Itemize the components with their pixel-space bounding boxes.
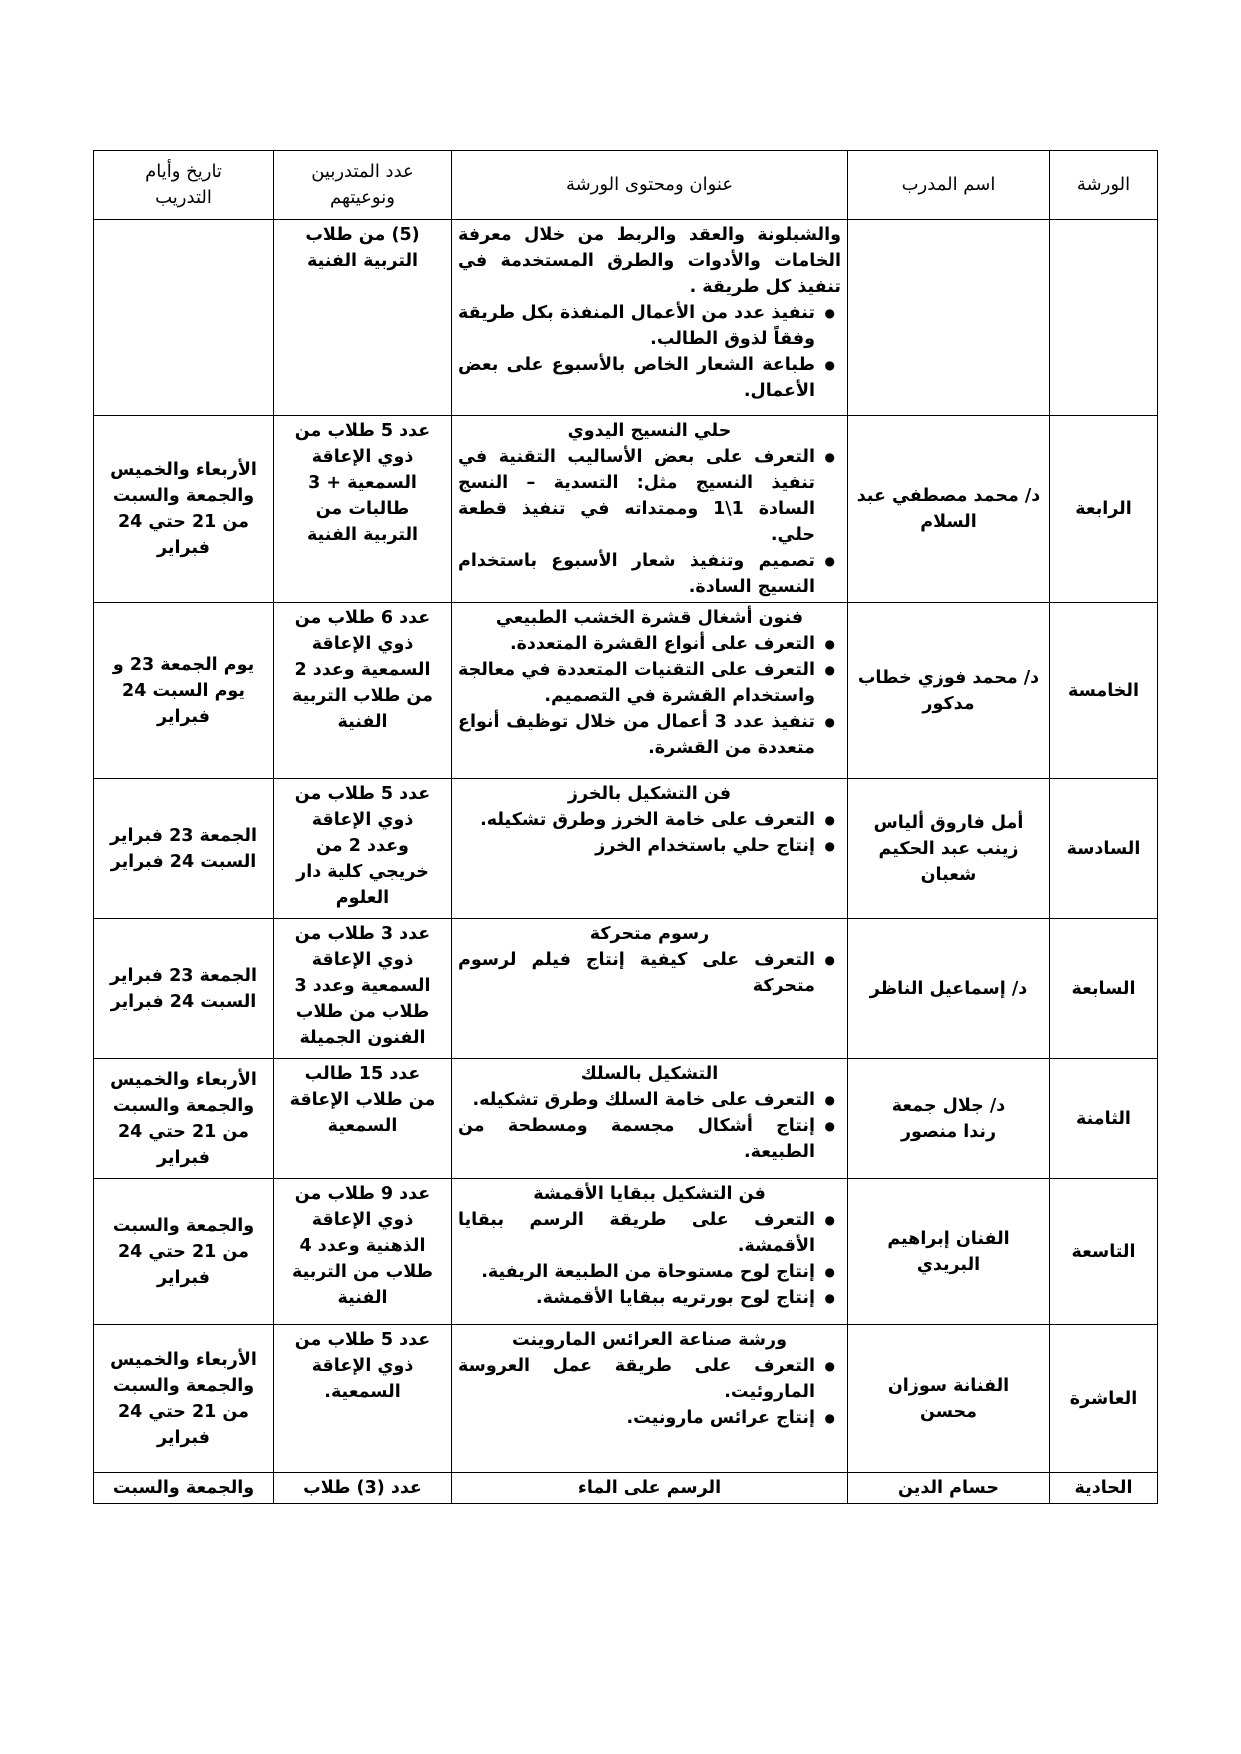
trainee-count-cell: (5) من طلاب التربية الفنية — [274, 220, 452, 416]
workshop-title: فن التشكيل ببقايا الأقمشة — [533, 1184, 766, 1204]
dates-cell: الجمعة 23 فبراير السبت 24 فبراير — [94, 919, 274, 1059]
table-row — [94, 603, 1158, 779]
content-cell — [452, 603, 848, 779]
content-bullet: ● التعرف على طريقة عمل العروسة الماروئيت. — [458, 1353, 815, 1405]
content-bullet: ● إنتاج لوح مستوحاة من الطبيعة الريفية. — [458, 1259, 815, 1285]
header-row — [94, 151, 1158, 220]
content-cell — [452, 1179, 848, 1325]
header-workshop: الورشة — [1050, 151, 1158, 220]
workshop-cell: التاسعة — [1050, 1179, 1158, 1325]
table-row — [94, 1179, 1158, 1325]
content-bullet-list — [458, 631, 841, 761]
workshop-title: التشكيل بالسلك — [580, 1064, 719, 1084]
trainer-cell: د/ محمد مصطفي عبد السلام — [848, 416, 1050, 603]
trainee-count-cell: عدد 9 طلاب من ذوي الإعاقة الذهنية وعدد 4 طلاب من التربية الفنية — [274, 1179, 452, 1325]
content-cell — [452, 919, 848, 1059]
trainee-count-cell: عدد 5 طلاب من ذوي الإعاقة السمعية. — [274, 1325, 452, 1473]
table-row — [94, 220, 1158, 416]
table-row — [94, 779, 1158, 919]
content-bullet: ● تنفيذ عدد 3 أعمال من خلال توظيف أنواع متعددة من القشرة. — [458, 709, 815, 761]
content-cell — [452, 1059, 848, 1179]
dates-cell: الأربعاء والخميس والجمعة والسبت من 21 حتي 24 فبراير — [94, 416, 274, 603]
trainer-cell: حسام الدين — [848, 1473, 1050, 1504]
workshop-cell: العاشرة — [1050, 1325, 1158, 1473]
dates-cell — [94, 220, 274, 416]
workshop-title: رسوم متحركة — [589, 924, 710, 944]
trainer-cell — [848, 220, 1050, 416]
content-bullet-list — [458, 1207, 841, 1311]
trainer-cell: أمل فاروق ألياس زينب عبد الحكيم شعبان — [848, 779, 1050, 919]
content-bullet-list — [458, 444, 841, 600]
content-cell — [452, 779, 848, 919]
workshop-cell: السادسة — [1050, 779, 1158, 919]
content-cell — [452, 1473, 848, 1504]
content-cell — [452, 1325, 848, 1473]
table-row — [94, 416, 1158, 603]
workshop-title: فن التشكيل بالخرز — [567, 784, 732, 804]
header-content: عنوان ومحتوى الورشة — [452, 151, 848, 220]
header-trainer: اسم المدرب — [848, 151, 1050, 220]
content-bullet-list — [458, 1087, 841, 1165]
table-row — [94, 1473, 1158, 1504]
header-dates: تاريخ وأيام التدريب — [94, 151, 274, 220]
content-bullet: ● إنتاج عرائس مارونيت. — [458, 1405, 815, 1431]
content-bullet: ● التعرف على بعض الأساليب التقنية في تنفيذ النسيج مثل: التسدية – النسج السادة 1\1 وممتداته في تنفيذ قطعة حلي. — [458, 444, 815, 548]
dates-cell: الجمعة 23 فبراير السبت 24 فبراير — [94, 779, 274, 919]
content-bullet: ● إنتاج أشكال مجسمة ومسطحة من الطبيعة. — [458, 1113, 815, 1165]
content-bullet: ● إنتاج لوح بورتريه ببقايا الأقمشة. — [458, 1285, 815, 1311]
trainer-cell: الفنان إبراهيم البريدي — [848, 1179, 1050, 1325]
content-bullet: ● التعرف على طريقة الرسم ببقايا الأقمشة. — [458, 1207, 815, 1259]
content-bullet: ● التعرف على أنواع القشرة المتعددة. — [458, 631, 815, 657]
workshop-title: فنون أشغال قشرة الخشب الطبيعي — [495, 608, 804, 628]
dates-cell: الأربعاء والخميس والجمعة والسبت من 21 حتي 24 فبراير — [94, 1325, 274, 1473]
trainer-cell: د/ إسماعيل الناظر — [848, 919, 1050, 1059]
table-row — [94, 1325, 1158, 1473]
trainee-count-cell: عدد 15 طالب من طلاب الإعاقة السمعية — [274, 1059, 452, 1179]
dates-cell: الأربعاء والخميس والجمعة والسبت من 21 حتي 24 فبراير — [94, 1059, 274, 1179]
trainee-count-cell: عدد 3 طلاب من ذوي الإعاقة السمعية وعدد 3 طلاب من طلاب الفنون الجميلة — [274, 919, 452, 1059]
workshop-cell — [1050, 220, 1158, 416]
workshop-title: ورشة صناعة العرائس الماروينت — [512, 1330, 787, 1350]
content-cell — [452, 416, 848, 603]
workshops-table — [93, 150, 1158, 1504]
content-bullet-list — [458, 1353, 841, 1431]
content-bullet: ● التعرف على التقنيات المتعددة في معالجة واستخدام القشرة في التصميم. — [458, 657, 815, 709]
trainer-cell: الفنانة سوزان محسن — [848, 1325, 1050, 1473]
table-row — [94, 919, 1158, 1059]
dates-cell: والجمعة والسبت — [94, 1473, 274, 1504]
content-bullet: ● تصميم وتنفيذ شعار الأسبوع باستخدام النسيج السادة. — [458, 548, 815, 600]
trainer-cell: د/ محمد فوزي خطاب مدكور — [848, 603, 1050, 779]
content-bullet: ● إنتاج حلي باستخدام الخرز — [458, 833, 815, 859]
dates-cell: والجمعة والسبت من 21 حتي 24 فبراير — [94, 1179, 274, 1325]
workshop-cell: الثامنة — [1050, 1059, 1158, 1179]
workshop-cell: السابعة — [1050, 919, 1158, 1059]
content-bullet-list — [458, 300, 841, 404]
content-bullet: ● تنفيذ عدد من الأعمال المنفذة بكل طريقة وفقاً لذوق الطالب. — [458, 300, 815, 352]
table-row — [94, 1059, 1158, 1179]
trainee-count-cell: عدد 6 طلاب من ذوي الإعاقة السمعية وعدد 2 من طلاب التربية الفنية — [274, 603, 452, 779]
header-trainee-count: عدد المتدربين ونوعيتهم — [274, 151, 452, 220]
table-body — [94, 220, 1158, 1504]
trainer-cell: د/ جلال جمعة رندا منصور — [848, 1059, 1050, 1179]
content-bullet: ● التعرف على كيفية إنتاج فيلم لرسوم متحركة — [458, 947, 815, 999]
trainee-count-cell: عدد 5 طلاب من ذوي الإعاقة وعدد 2 من خريجي كلية دار العلوم — [274, 779, 452, 919]
content-bullet-list — [458, 947, 841, 999]
trainee-count-cell: عدد 5 طلاب من ذوي الإعاقة السمعية + 3 طالبات من التربية الفنية — [274, 416, 452, 603]
dates-cell: يوم الجمعة 23 و يوم السبت 24 فبراير — [94, 603, 274, 779]
workshop-title: الرسم على الماء — [577, 1478, 722, 1498]
content-bullet: ● التعرف على خامة الخرز وطرق تشكيله. — [458, 807, 815, 833]
workshop-cell: الحادية — [1050, 1473, 1158, 1504]
content-bullet: ● التعرف على خامة السلك وطرق تشكيله. — [458, 1087, 815, 1113]
content-bullet: ● طباعة الشعار الخاص بالأسبوع على بعض الأعمال. — [458, 352, 815, 404]
trainee-count-cell: عدد (3) طلاب — [274, 1473, 452, 1504]
content-cell — [452, 220, 848, 416]
workshop-cell: الخامسة — [1050, 603, 1158, 779]
content-bullet-list — [458, 807, 841, 859]
content-text: والشبلونة والعقد والربط من خلال معرفة الخامات والأدوات والطرق المستخدمة في تنفيذ كل طريقة . — [458, 225, 841, 297]
workshop-title: حلي النسيج اليدوي — [567, 421, 732, 441]
workshop-cell: الرابعة — [1050, 416, 1158, 603]
